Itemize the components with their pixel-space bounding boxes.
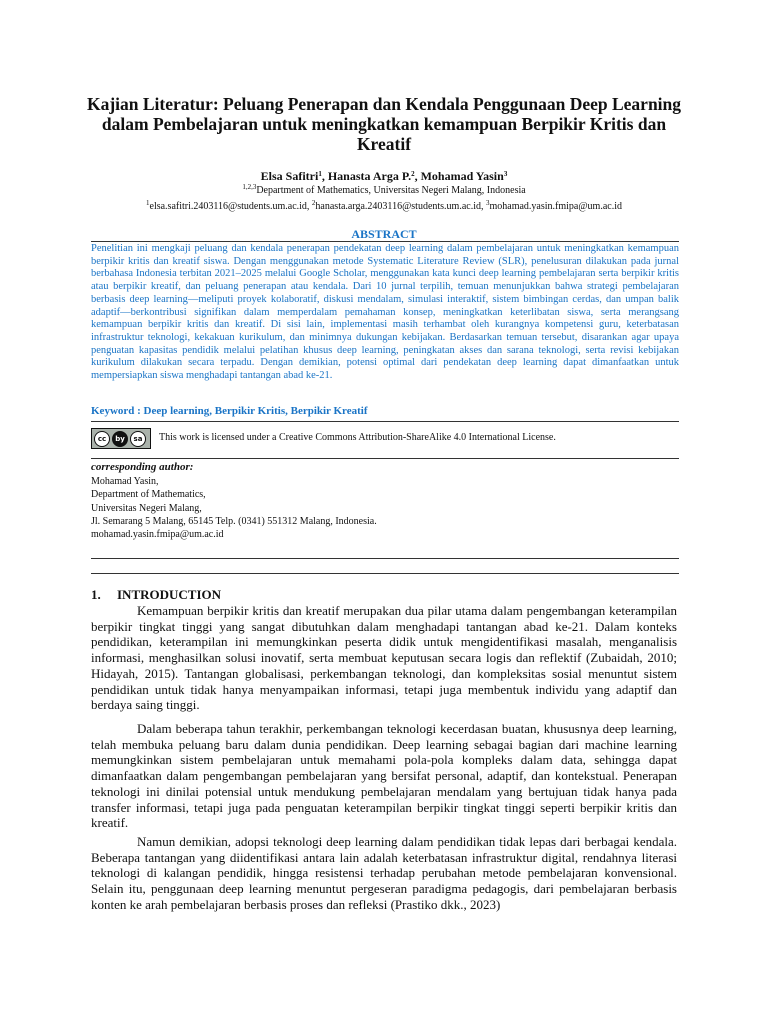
email-link[interactable]: hanasta.arga.2403116@students.um.ac.id (315, 201, 481, 212)
corresponding-details (91, 475, 377, 541)
section-number: 1. (91, 587, 101, 602)
body-paragraph: Kemampuan berpikir kritis dan kreatif merupakan dua pilar utama dalam pengembangan keterampilan berpikir tingkat tinggi yang sangat dibutuhkan dalam menghadapi tantangan abad ke-21. Dalam konteks pendidikan, keterampilan ini memungkinkan peserta didik untuk mengidentifikasi masalah, menganalisis informasi, menghasilkan solusi inovatif, serta membuat keputusan secara logis dan reflektif (Zubaidah, 2010; Hidayah, 2015). Tantangan globalisasi, perkembangan teknologi, dan kompleksitas sosial menuntut sistem pendidikan untuk tidak hanya menyampaikan informasi, tetapi juga membentuk individu yang adaptif dan berdaya saing tinggi. (91, 603, 677, 713)
corresponding-line: Jl. Semarang 5 Malang, 65145 Telp. (0341) 551312 Malang, Indonesia. (91, 515, 377, 527)
email-link[interactable]: mohamad.yasin.fmipa@um.ac.id (489, 201, 622, 212)
corresponding-line: Universitas Negeri Malang, (91, 502, 202, 514)
email-link[interactable]: elsa.safitri.2403116@students.um.ac.id (149, 201, 307, 212)
corresponding-email[interactable]: mohamad.yasin.fmipa@um.ac.id (91, 529, 224, 541)
sa-icon: sa (130, 431, 146, 447)
author-emails: $^1$elsa.safitri.2403116@students.um.ac.id, $^2$hanasta.arga.2403116@students.um.ac.id, $^3$mohamad.yasin.fmipa@um.ac.id (146, 199, 622, 212)
abstract-bottom-rule (91, 421, 679, 422)
affiliation-sup: 1,2,3 (242, 183, 257, 191)
abstract-text: Penelitian ini mengkaji peluang dan kendala penerapan pendekatan deep learning dalam pembelajaran untuk meningkatkan kemampuan berpikir kritis dan kreatif siswa. Dengan menggunakan metode Systematic Literature Review (SLR), penelusuran dilakukan pada jurnal berbahasa Indonesia terbitan 2021–2025 melalui Google Scholar, menggunakan kata kunci deep learning pembelajaran serta berpikir kritis atau berpikir kreatif, dan peluang penerapan atau kendala. Dari 10 jurnal terpilih, temuan menunjukkan bahwa strategi pembelajaran berbasis deep learning—meliputi proyek kolaboratif, diskusi mendalam, simulasi interaktif, sistem bimbingan cerdas, dan umpan balik adaptif—berkontribusi signifikan dalam memperdalam pemahaman konsep, meningkatkan keterlibatan siswa, serta merangsang kemampuan berpikir kritis dan kreatif. Di sisi lain, implementasi masih terhambat oleh kurangnya kompetensi guru, keterbatasan infrastruktur teknologi, kekakuan kurikulum, dan minimnya dukungan kebijakan. Berdasarkan temuan tersebut, disarankan agar upaya penguatan kapasitas pendidik melalui pelatihan khusus deep learning, peningkatan akses dan sarana teknologi, serta revisi kebijakan kurikulum dilakukan secara terpadu. Dengan demikian, potensi optimal dari pendekatan deep learning dapat dimanfaatkan untuk mempersiapkan siswa menghadapi tantangan abad ke-21. (91, 243, 679, 382)
author-sup: 2 (411, 170, 415, 178)
by-icon: by (112, 431, 128, 447)
corresponding-line: Department of Mathematics, (91, 489, 206, 501)
author-list: Elsa Safitri$^1$, Hanasta Arga P.$^2$, Mohamad Yasin$^3$ (260, 169, 508, 183)
affiliation-text: Department of Mathematics, Universitas Negeri Malang, Indonesia (256, 185, 526, 196)
keywords: Keyword : Deep learning, Berpikir Kritis, Berpikir Kreatif (91, 405, 368, 417)
affiliation (80, 185, 688, 196)
email-sup: 2 (311, 199, 316, 207)
author-name: Hanasta Arga P. (327, 169, 412, 183)
paper-title: Kajian Literatur: Peluang Penerapan dan Kendala Penggunaan Deep Learning dalam Pembelajaran untuk meningkatkan kemampuan Berpikir Kritis dan Kreatif (86, 94, 682, 154)
separator-rule (91, 573, 679, 574)
separator-rule (91, 558, 679, 559)
abstract-heading: ABSTRACT (351, 227, 417, 241)
email-sup: 1 (146, 199, 150, 207)
abstract-top-rule (91, 241, 679, 242)
cc-icon: cc (94, 431, 110, 447)
body-paragraph: Dalam beberapa tahun terakhir, perkembangan teknologi kecerdasan buatan, khususnya deep learning, telah membuka peluang baru dalam dunia pendidikan. Deep learning sebagai bagian dari machine learning memungkinkan sistem pembelajaran untuk memahami pola-pola kompleks dalam data, sehingga dapat dimanfaatkan dalam pengembangan pembelajaran yang bersifat personal, adaptif, dan kontekstual. Penerapan teknologi ini dinilai potensial untuk mendukung pembelajaran mendalam yang bertujuan tidak hanya pada transfer informasi, tetapi juga pada penguatan keterampilan berpikir tingkat tinggi seperti berpikir kritis dan kreatif. (91, 721, 677, 831)
corresponding-line: Mohamad Yasin, (91, 476, 159, 487)
section-heading (91, 587, 221, 603)
body-paragraph: Namun demikian, adopsi teknologi deep learning dalam pendidikan tidak lepas dari berbagai kendala. Beberapa tantangan yang diidentifikasi antara lain adalah keterbatasan infrastruktur digital, rendahnya literasi teknologi di kalangan pendidik, hingga resistensi terhadap perubahan metode pembelajaran konvensional. Selain itu, penggunaan deep learning menuntut pergeseran paradigma pedagogis, dari pembelajaran berbasis konten ke arah pembelajaran berbasis proses dan refleksi (Prastiko dkk., 2023) (91, 834, 677, 912)
corresponding-label: corresponding author: (91, 461, 194, 473)
license-text: This work is licensed under a Creative Commons Attribution-ShareAlike 4.0 International License. (159, 432, 556, 443)
author-name: Elsa Safitri (260, 169, 319, 183)
license-rule (91, 458, 679, 459)
author-name: Mohamad Yasin (420, 169, 504, 183)
cc-by-sa-badge[interactable] (91, 428, 151, 449)
section-title: INTRODUCTION (117, 587, 222, 602)
email-sup: 3 (485, 199, 490, 207)
author-sup: 3 (503, 170, 508, 178)
author-sup: 1 (318, 170, 322, 178)
